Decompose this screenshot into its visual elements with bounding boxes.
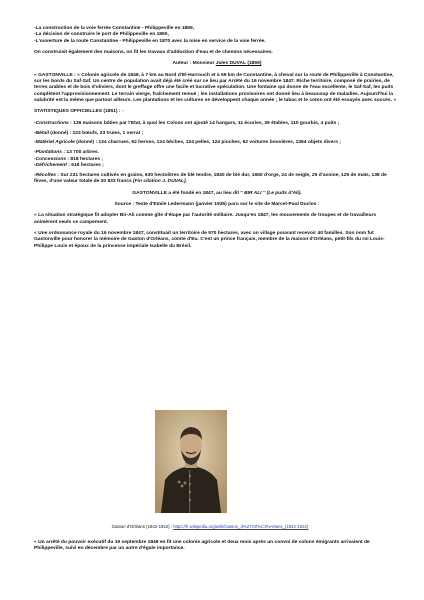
foundation-name: GASTONVILLE <box>132 190 167 196</box>
foundation-end: '' (Le puits d'Ali). <box>261 190 302 196</box>
gastonville-description <box>34 73 400 105</box>
stat-text: (donné) : 124 charrues, 62 herses, 124 bêches, 124 pelles, 124 pioches, 62 voitures bouvières, 1364 objets divers ; <box>74 140 341 146</box>
stat-text: (donné) : 123 bœufs, 23 truies, 1 verrat ; <box>48 130 144 136</box>
quote-1: « La situation stratégique fit adopter Bir-Ali comme gîte d'étape par l'autorité militaire. Jusqu'en 1847, les mouvements de troupes et de travailleurs animèrent seuls ce campement. <box>34 213 377 225</box>
stat-label: -Concessions <box>34 156 67 162</box>
source-line: Source : Texte d'Emile Ledermann (janvier 1935) paru sur le site de Marcel-Paul Duclos : <box>114 201 320 207</box>
foundation-mid: a été fondé en 1847, au lieu dit '' <box>166 190 245 196</box>
stat-recoltes <box>34 173 400 186</box>
portrait-photo <box>155 410 227 513</box>
stat-label: -Récoltes <box>34 172 57 178</box>
stat-text: : 818 hectares ; <box>66 156 104 162</box>
stat-label: -Défrichement <box>34 163 67 168</box>
stat-text: : 618 hectares ; <box>66 163 104 168</box>
author-name: Jules DUVAL (1859) <box>215 61 262 67</box>
stat-text: : Sur 231 hectares cultivés en grains, 630 hectolitres de blé tendre, 1840 de blé dur, 1650 d'orge, 24 de seigle, 25 d'avoine, 125 de maïs, 138 de fèves, d'une valeur totale de 30 833 francs <box>34 172 387 185</box>
construction-note: On construisit également des maisons, on fit les travaux d'adduction d'eau et de chemins nécessaires. <box>34 50 273 56</box>
caption-link[interactable]: https://fr.wikipedia.org/wiki/Gaston_d%27Orl%C3%A9ans_(1842-1922) <box>173 524 309 529</box>
gastonville-heading: « GASTONVILLE : <box>34 72 76 78</box>
caption-text: Gaston d'Orléans (1842-1922) : <box>111 524 174 529</box>
portrait-caption <box>40 524 380 529</box>
document-body <box>34 26 400 250</box>
stats-title: STATISTIQUES OFFICIELLES (1851) : - <box>34 109 124 115</box>
stat-label: -Constructions <box>34 120 69 126</box>
quote-3: « Un arrêté du pouvoir exécutif du 19 septembre 1848 en fit une colonie agricole et deux mois après un convoi de colons émigrants arrivaient de Philippeville, suivi en décembre par un autre d'égale importance. <box>34 540 370 552</box>
stat-label: -Matériel Agricole <box>34 140 75 146</box>
portrait-image <box>155 410 227 513</box>
stat-text: : 136 maisons bâties par l'Etat, à quoi les Colons ont ajouté 14 hangars, 11 écuries, 39 étables, 110 gourbis, 4 puits ; <box>68 120 340 126</box>
gastonville-text: « Colonie agricole de 1848, à 7 km au Nord d'El-Harrouch et à 59 km de Constantine, à cheval sur la route de Philippeville à Constantine, sur les bords du Saf-Saf. Un centre de population avait déjà été créé sur ce lieu par Arrêté du 16 novembre 1847. Riche territoire, composé de prairies, de terres arables et de bois d'oliviers, dont le greffage offre une facile et lucrative spéculation. Une fontaine qui donne de l'eau excellente, le Saf-Saf, les puits complètent l'approvisionnement. Le terrain vierge, fraîchement remué ; les installations provisoires ont donné lieu à beaucoup de maladies. Aujourd'hui la salubrité est la même que partout ailleurs. Les plantations et les cultures se développent chaque année ; le tabac et le coton ont été essayés avec succès. » <box>34 72 397 104</box>
history-line-1: -La construction de la voie ferrée Constantine - Philippeville en 1859, <box>34 26 195 31</box>
history-line-3: -L'ouverture de la route Constantine - Philippeville en 1870 avec la mise en service de la voie ferrée. <box>34 38 266 44</box>
citation-end: [Fin citation J. DUVAL]. <box>133 179 188 185</box>
history-line-2: -La décision de construire le port de Philippeville en 1860, <box>34 32 169 38</box>
quote-2: « Une ordonnance royale du 16 novembre 1847, constituait un territoire de 570 hectares, avec un village pouvant recevoir 40 familles. Son nom fut Gastonville pour honorer la mémoire de Gaston d'Orléans, comte d'Eu. C'est un prince français, membre de la maison d'Orléans, petit-fils du roi Louis-Philippe Louis et époux de la princesse impériale Isabelle du Brésil. <box>34 230 385 249</box>
author-label: Auteur : Monsieur <box>172 61 215 67</box>
foundation-place: BIR ALI <box>244 190 262 196</box>
stat-label: -Bétail <box>34 130 49 136</box>
stat-text: : 13 700 arbres. <box>62 150 99 156</box>
stat-label: -Plantations <box>34 150 62 156</box>
